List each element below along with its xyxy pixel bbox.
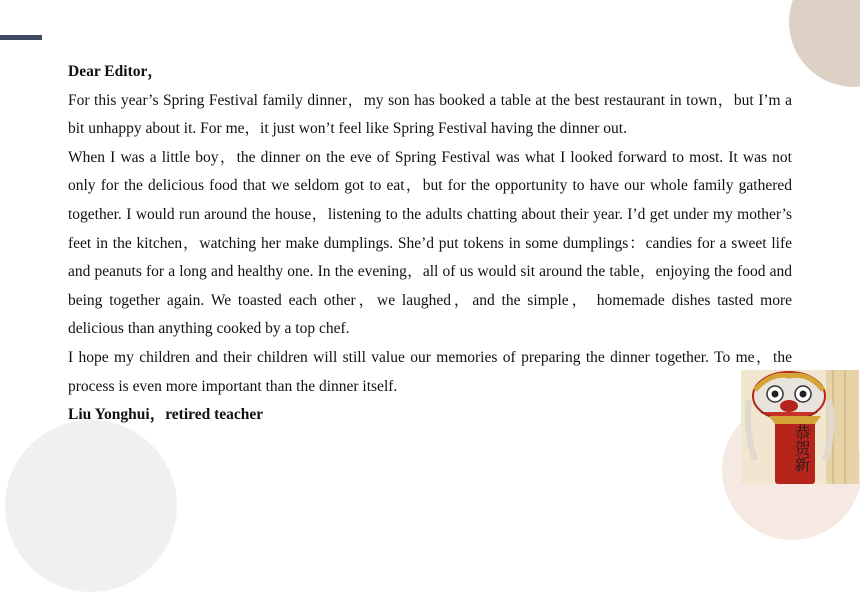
letter-body (68, 58, 792, 430)
accent-bar (0, 35, 42, 40)
decorative-circle-bottom-left (5, 420, 177, 592)
letter-paragraph-1: For this year’s Spring Festival family dinner，my son has booked a table at the best restaurant in town，but I’m a bit unhappy about it. For me，it just won’t feel like Spring Festival having the dinner out. (68, 91, 792, 138)
decorative-circle-top-right (789, 0, 860, 87)
letter-paragraph-2: When I was a little boy，the dinner on the eve of Spring Festival was what I looked forward to most. It was not only for the delicious food that we seldom got to eat，but for the opportunity to have our whole family gathered together. I would run around the house，listening to the adults chatting about their year. I’d get under my mother’s feet in the kitchen，watching her make dumplings. She’d put tokens in some dumplings：candies for a sweet life and peanuts for a long and healthy one. In the evening，all of us would sit around the table，enjoying the food and being together again. We toasted each other，we laughed，and the simple， homemade dishes tasted more delicious than anything cooked by a top chef. (68, 148, 792, 338)
lion-dance-picture (741, 370, 859, 484)
letter-signature: Liu Yonghui，retired teacher (68, 406, 264, 424)
letter-paragraph-3: I hope my children and their children will still value our memories of preparing the dinner together. To me，the process is even more important than the dinner itself. (68, 348, 792, 395)
banner-text: 恭贺新 (792, 424, 811, 472)
letter-salutation: Dear Editor， (68, 63, 163, 80)
